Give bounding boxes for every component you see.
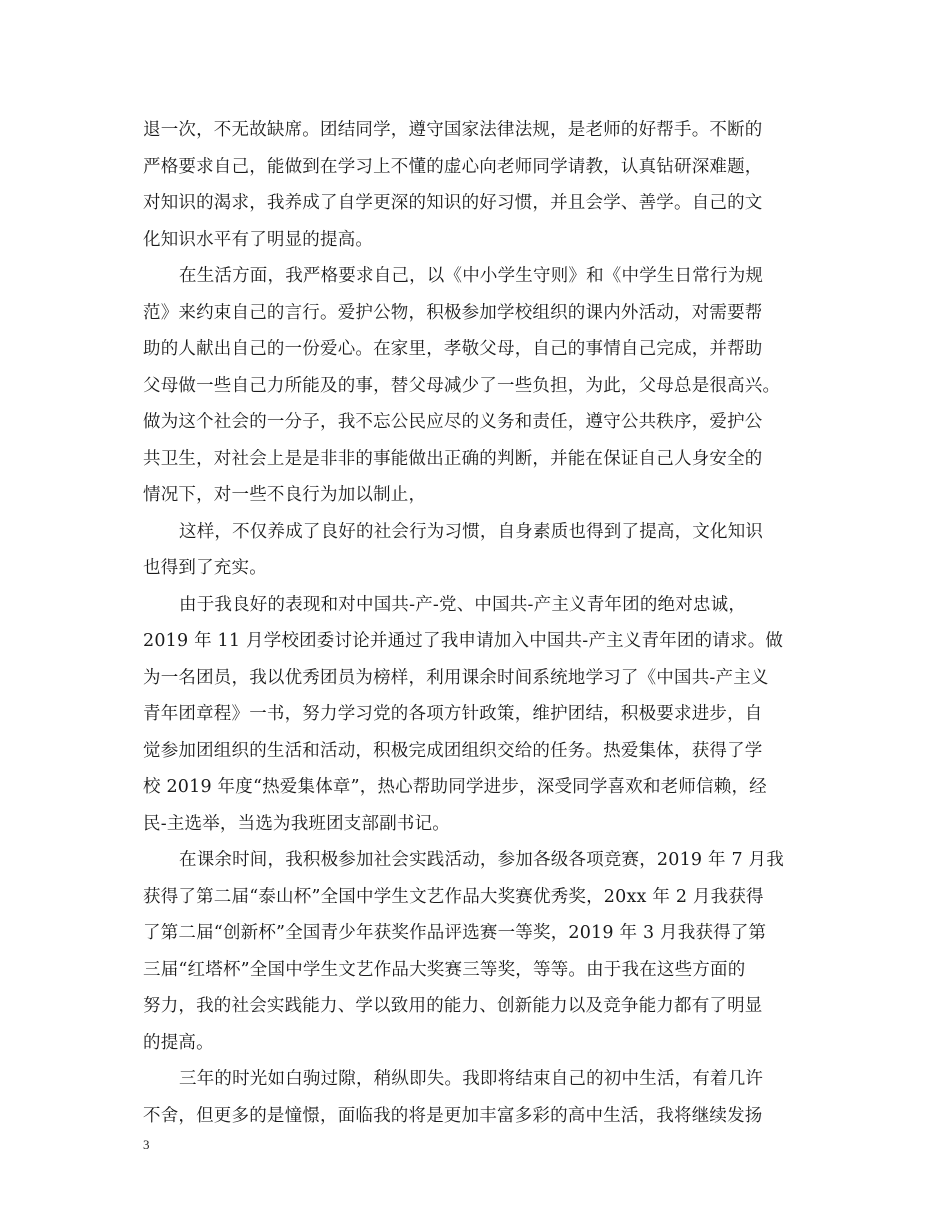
text-line: 严格要求自己，能做到在学习上不懂的虚心向老师同学请教，认真钻研深难题， — [143, 156, 763, 177]
paragraph — [143, 1061, 813, 1134]
paragraph — [143, 514, 813, 587]
text-line: 对知识的渴求，我养成了自学更深的知识的好习惯，并且会学、善学。自己的文 — [143, 193, 763, 213]
text-line: 了第二届“创新杯”全国青少年获奖作品评选赛一等奖，2019 年 3 月我获得了第 — [143, 923, 767, 943]
paragraph — [143, 112, 813, 258]
text-line: 助的人献出自己的一份爱心。在家里，孝敬父母，自己的事情自己完成，并帮助 — [143, 339, 763, 359]
text-line: 在课余时间，我积极参加社会实践活动，参加各级各项竞赛，2019 年 7 月我 — [179, 850, 784, 870]
text-line: 退一次，不无故缺席。团结同学，遵守国家法律法规，是老师的好帮手。不断的 — [143, 120, 763, 140]
text-line: 努力，我的社会实践能力、学以致用的能力、创新能力以及竞争能力都有了明显 — [143, 996, 763, 1016]
paragraph — [143, 842, 813, 1061]
text-line: 化知识水平有了明显的提高。 — [143, 229, 374, 250]
text-line: 2019 年 11 月学校团委讨论并通过了我申请加入中国共-产主义青年团的请求。做 — [143, 631, 784, 651]
document-body — [143, 112, 813, 1134]
paragraph — [143, 258, 813, 514]
text-line: 不舍，但更多的是憧憬，面临我的将是更加丰富多彩的高中生活，我将继续发扬 — [143, 1105, 763, 1126]
text-line: 三届“红塔杯”全国中学生文艺作品大奖赛三等奖，等等。由于我在这些方面的 — [143, 959, 746, 980]
text-line: 民-主选举，当选为我班团支部副书记。 — [143, 813, 451, 834]
paragraph — [143, 587, 813, 843]
text-line: 为一名团员，我以优秀团员为榜样，利用课余时间系统地学习了《中国共-产主义 — [143, 667, 769, 688]
text-line: 范》来约束自己的言行。爱护公物，积极参加学校组织的课内外活动，对需要帮 — [143, 302, 763, 323]
page-number: 3 — [143, 1137, 150, 1152]
text-line: 的提高。 — [143, 1032, 214, 1053]
text-line: 三年的时光如白驹过隙，稍纵即失。我即将结束自己的初中生活，有着几许 — [179, 1069, 764, 1089]
text-line: 共卫生，对社会上是是非非的事能做出正确的判断，并能在保证自己人身安全的 — [143, 448, 763, 469]
text-line: 校 2019 年度“热爱集体章”，热心帮助同学进步，深受同学喜欢和老师信赖，经 — [143, 777, 767, 797]
text-line: 青年团章程》一书，努力学习党的各项方针政策，维护团结，积极要求进步，自 — [143, 704, 763, 724]
text-line: 这样，不仅养成了良好的社会行为习惯，自身素质也得到了提高，文化知识 — [179, 521, 764, 542]
text-line: 觉参加团组织的生活和活动，积极完成团组织交给的任务。热爱集体，获得了学 — [143, 740, 763, 761]
text-line: 情况下，对一些不良行为加以制止， — [143, 485, 427, 505]
text-line: 父母做一些自己力所能及的事，替父母减少了一些负担，为此，父母总是很高兴。 — [143, 375, 781, 396]
text-line: 在生活方面，我严格要求自己，以《中小学生守则》和《中学生日常行为规 — [179, 266, 764, 286]
text-line: 也得到了充实。 — [143, 558, 267, 578]
text-line: 做为这个社会的一分子，我不忘公民应尽的义务和责任，遵守公共秩序，爱护公 — [143, 412, 763, 432]
text-line: 由于我良好的表现和对中国共-产-党、中国共-产主义青年团的绝对忠诚， — [179, 594, 747, 615]
text-line: 获得了第二届“泰山杯”全国中学生文艺作品大奖赛优秀奖，20xx 年 2 月我获得 — [143, 886, 764, 907]
